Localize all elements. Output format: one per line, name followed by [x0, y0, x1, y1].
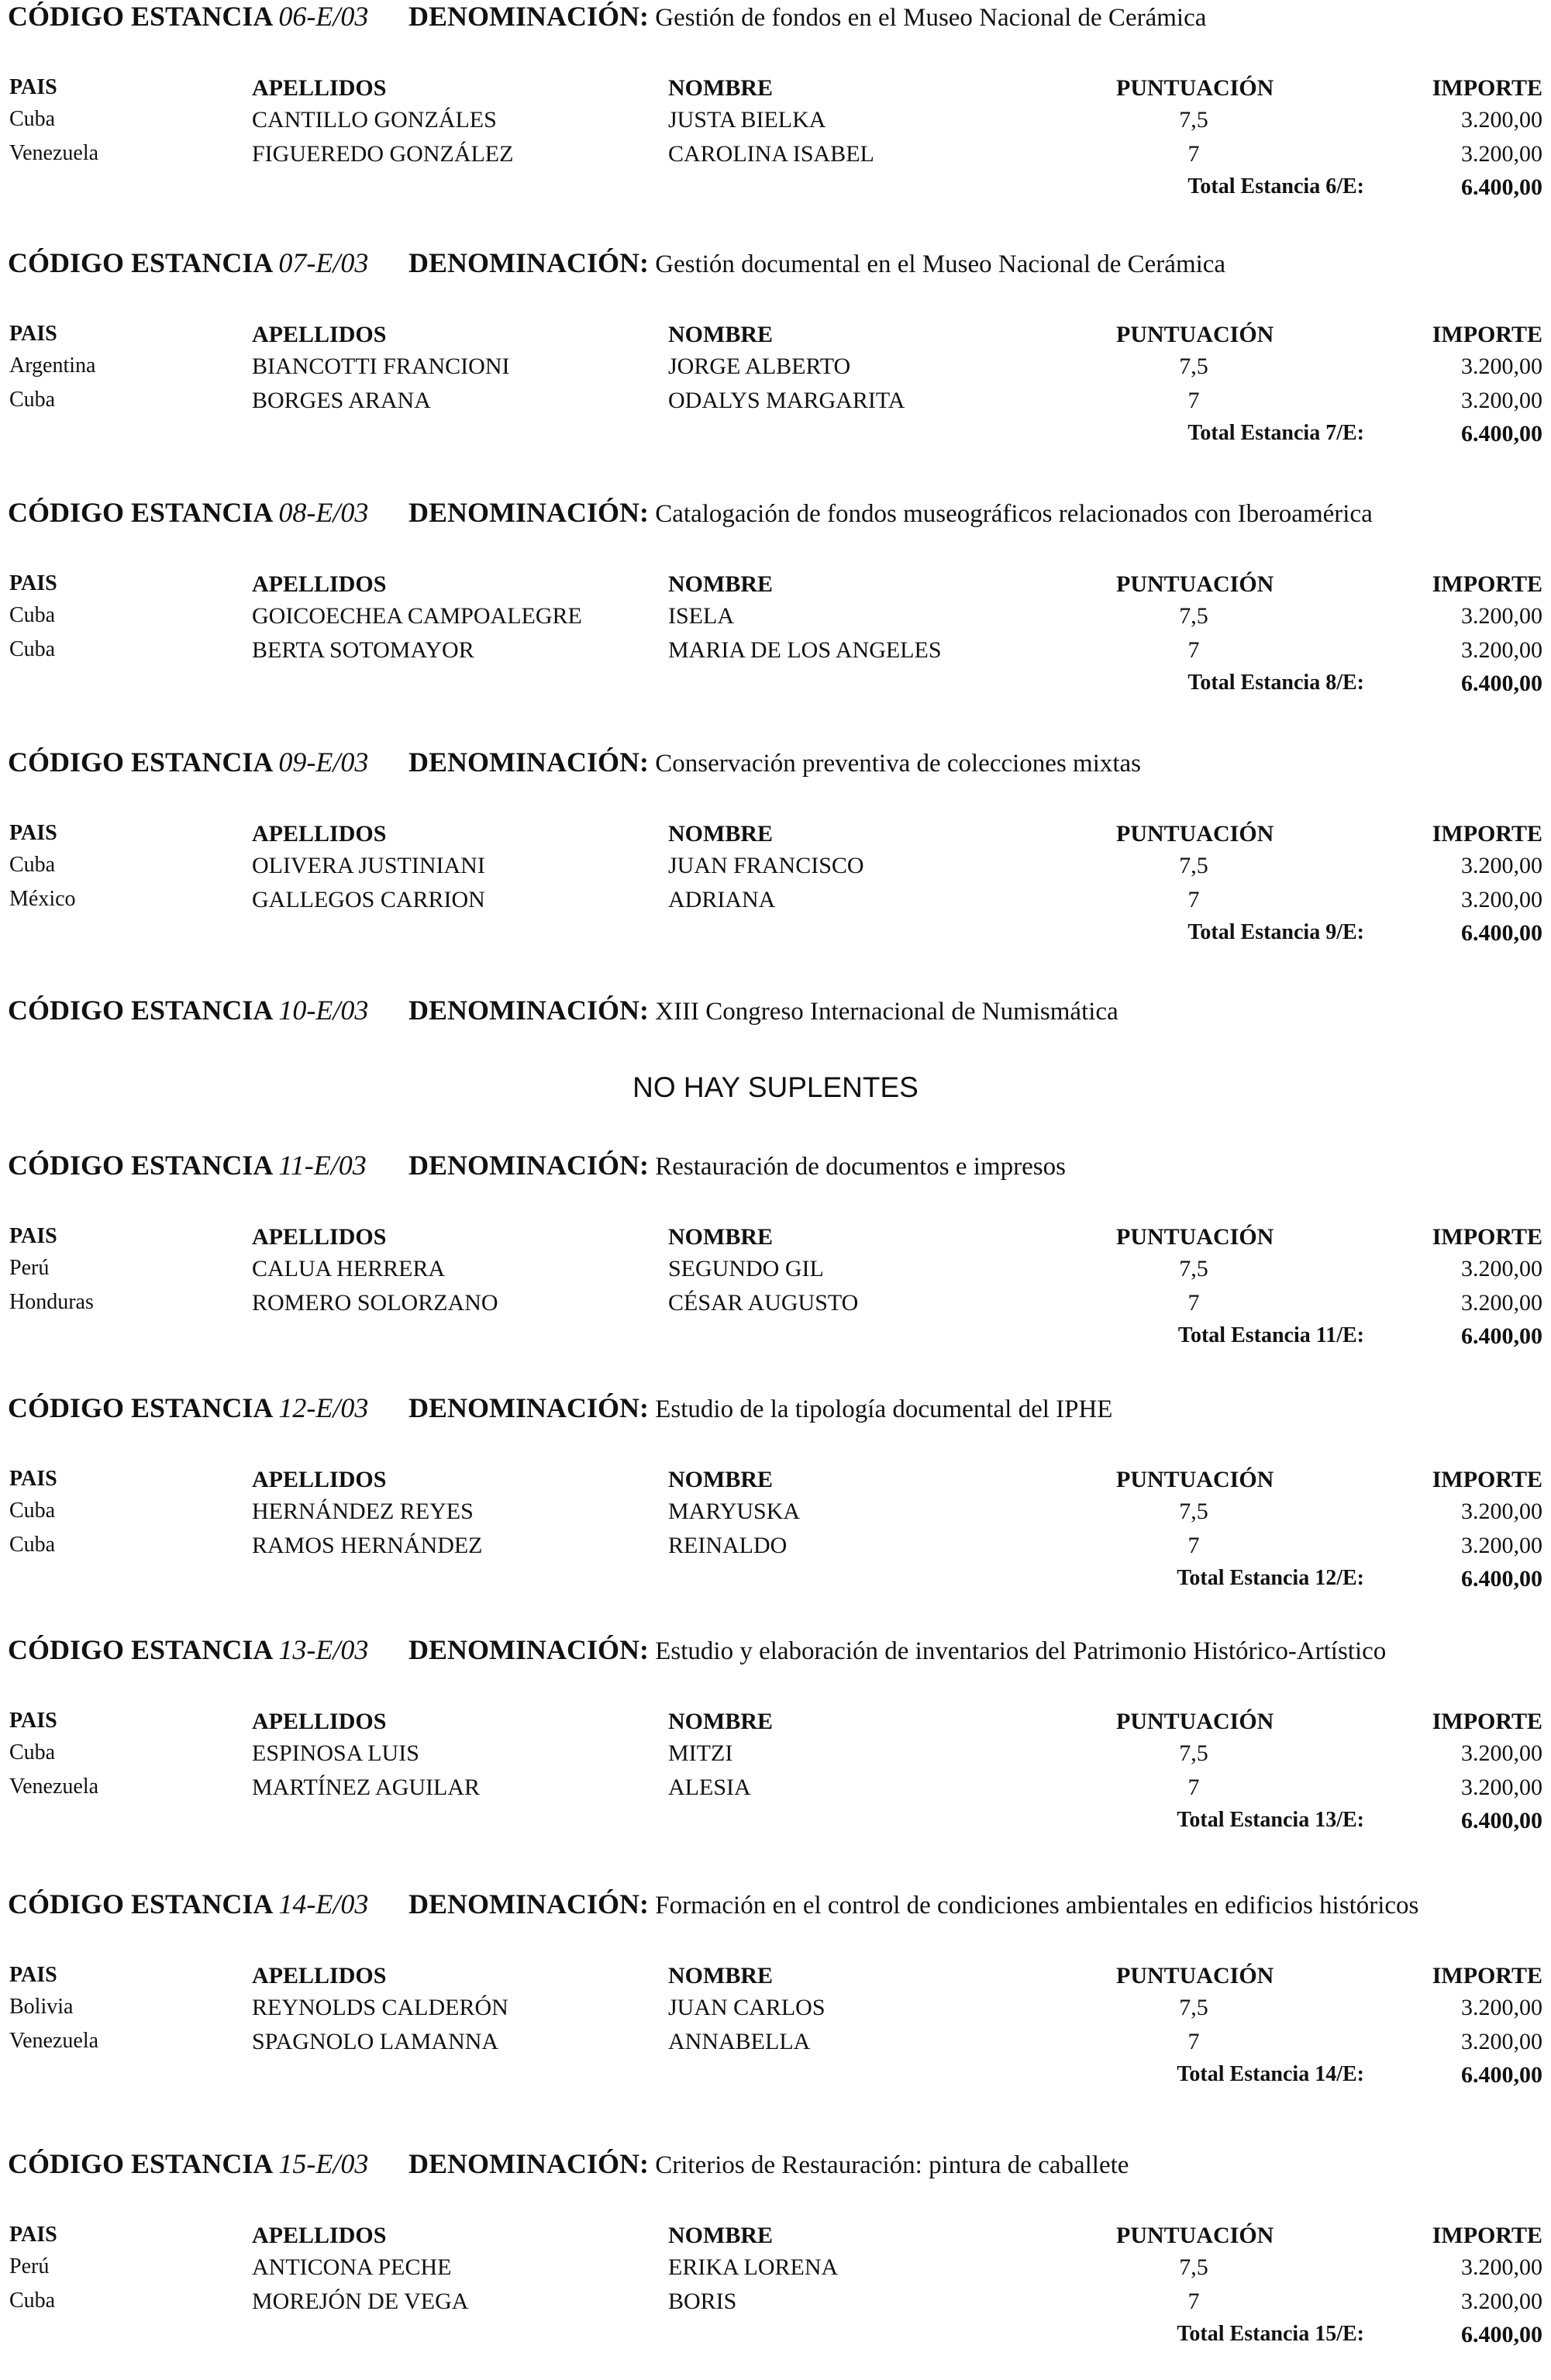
column-header-puntuacion: PUNTUACIÓN: [1116, 1963, 1274, 1989]
estancia-code-label: CÓDIGO ESTANCIA: [8, 995, 272, 1026]
cell-nombre: JUAN FRANCISCO: [668, 853, 864, 878]
cell-nombre: ISELA: [668, 603, 734, 629]
cell-importe: 3.200,00: [1461, 2289, 1542, 2314]
cell-apellidos: OLIVERA JUSTINIANI: [252, 853, 485, 878]
cell-apellidos: BIANCOTTI FRANCIONI: [252, 354, 510, 379]
column-header-apellidos: APELLIDOS: [252, 571, 387, 597]
cell-puntuacion: 7,5: [1179, 107, 1208, 133]
cell-nombre: SEGUNDO GIL: [668, 1256, 824, 1281]
column-header-apellidos: APELLIDOS: [252, 75, 387, 101]
column-header-pais: PAIS: [9, 322, 57, 346]
column-header-importe: IMPORTE: [1432, 1709, 1542, 1734]
estancia-code: 14-E/03: [278, 1888, 369, 1920]
column-header-pais: PAIS: [9, 1467, 57, 1491]
estancia-code: 13-E/03: [278, 1634, 369, 1665]
cell-apellidos: RAMOS HERNÁNDEZ: [252, 1533, 483, 1558]
denominacion-text: Criterios de Restauración: pintura de caballete: [655, 2151, 1129, 2179]
estancia-block: [0, 0, 1551, 233]
estancia-code: 15-E/03: [278, 2148, 369, 2179]
cell-pais: Cuba: [9, 2289, 56, 2313]
cell-nombre: CÉSAR AUGUSTO: [668, 1290, 859, 1316]
column-header-nombre: NOMBRE: [668, 1963, 773, 1989]
cell-puntuacion: 7: [1187, 2289, 1200, 2314]
cell-importe: 3.200,00: [1461, 1256, 1542, 1281]
cell-importe: 3.200,00: [1461, 2029, 1542, 2054]
column-header-apellidos: APELLIDOS: [252, 821, 387, 847]
denominacion-label: DENOMINACIÓN:: [408, 2148, 649, 2179]
estancia-code-label: CÓDIGO ESTANCIA: [8, 1392, 272, 1423]
column-header-nombre: NOMBRE: [668, 2223, 773, 2248]
estancia-block: [0, 2147, 1551, 2380]
estancia-code: 11-E/03: [278, 1150, 367, 1181]
cell-pais: Cuba: [9, 1740, 56, 1764]
column-header-importe: IMPORTE: [1432, 1224, 1542, 1250]
column-header-nombre: NOMBRE: [668, 1467, 773, 1492]
denominacion-label: DENOMINACIÓN:: [408, 1150, 649, 1181]
denominacion-text: Estudio y elaboración de inventarios del Patrimonio Histórico-Artístico: [655, 1637, 1387, 1665]
total-label: Total Estancia 13/E:: [1177, 1808, 1364, 1832]
cell-importe: 3.200,00: [1461, 1499, 1542, 1524]
total-label: Total Estancia 15/E:: [1177, 2322, 1364, 2346]
column-header-apellidos: APELLIDOS: [252, 322, 387, 347]
estancia-code-header: [8, 1633, 368, 1666]
estancia-denominacion-header: [408, 1392, 1112, 1424]
estancia-code-header: [8, 1888, 368, 1920]
estancia-denominacion-header: [408, 994, 1118, 1026]
estancia-block: [0, 247, 1551, 479]
cell-apellidos: HERNÁNDEZ REYES: [252, 1499, 474, 1524]
cell-pais: Cuba: [9, 1499, 56, 1523]
cell-pais: Perú: [9, 2254, 50, 2278]
column-header-pais: PAIS: [9, 571, 57, 595]
cell-nombre: ANNABELLA: [668, 2029, 811, 2054]
total-value: 6.400,00: [1461, 1808, 1542, 1833]
cell-apellidos: ANTICONA PECHE: [252, 2254, 452, 2280]
column-header-importe: IMPORTE: [1432, 571, 1542, 597]
cell-nombre: ADRIANA: [668, 887, 776, 912]
total-label: Total Estancia 7/E:: [1187, 421, 1364, 445]
cell-puntuacion: 7: [1187, 637, 1200, 663]
estancia-code-header: [8, 496, 368, 529]
cell-pais: Cuba: [9, 637, 56, 661]
cell-nombre: BORIS: [668, 2289, 737, 2314]
estancia-denominacion-header: [408, 1633, 1386, 1666]
estancia-code-header: [8, 1149, 367, 1181]
estancia-code-header: [8, 2147, 368, 2180]
cell-apellidos: BORGES ARANA: [252, 388, 431, 413]
estancia-code-header: [8, 0, 368, 33]
cell-importe: 3.200,00: [1461, 1533, 1542, 1558]
estancia-code: 10-E/03: [278, 995, 369, 1026]
cell-apellidos: MOREJÓN DE VEGA: [252, 2289, 469, 2314]
cell-puntuacion: 7,5: [1179, 1499, 1208, 1524]
total-value: 6.400,00: [1461, 174, 1542, 200]
cell-puntuacion: 7,5: [1179, 1995, 1208, 2020]
column-header-pais: PAIS: [9, 1224, 57, 1248]
cell-importe: 3.200,00: [1461, 388, 1542, 413]
estancia-code: 09-E/03: [278, 747, 369, 778]
cell-puntuacion: 7: [1187, 1290, 1200, 1316]
estancia-code-label: CÓDIGO ESTANCIA: [8, 1634, 272, 1665]
cell-apellidos: BERTA SOTOMAYOR: [252, 637, 474, 663]
cell-apellidos: GOICOECHEA CAMPOALEGRE: [252, 603, 582, 629]
column-header-puntuacion: PUNTUACIÓN: [1116, 571, 1274, 597]
cell-nombre: REINALDO: [668, 1533, 788, 1558]
total-value: 6.400,00: [1461, 2062, 1542, 2088]
total-value: 6.400,00: [1461, 1566, 1542, 1592]
denominacion-label: DENOMINACIÓN:: [408, 247, 649, 278]
denominacion-label: DENOMINACIÓN:: [408, 747, 649, 778]
estancia-code: 12-E/03: [278, 1392, 369, 1423]
column-header-puntuacion: PUNTUACIÓN: [1116, 75, 1274, 101]
column-header-puntuacion: PUNTUACIÓN: [1116, 2223, 1274, 2248]
cell-nombre: CAROLINA ISABEL: [668, 141, 874, 167]
cell-pais: Venezuela: [9, 1775, 99, 1799]
cell-pais: Venezuela: [9, 141, 99, 165]
cell-importe: 3.200,00: [1461, 107, 1542, 133]
cell-pais: México: [9, 887, 76, 911]
cell-puntuacion: 7,5: [1179, 354, 1208, 379]
estancia-block: [0, 1633, 1551, 1866]
cell-puntuacion: 7,5: [1179, 603, 1208, 629]
estancia-denominacion-header: [408, 247, 1225, 279]
estancia-code-header: [8, 746, 368, 778]
denominacion-label: DENOMINACIÓN:: [408, 1, 649, 32]
column-header-apellidos: APELLIDOS: [252, 1467, 387, 1492]
column-header-apellidos: APELLIDOS: [252, 1709, 387, 1734]
cell-importe: 3.200,00: [1461, 603, 1542, 629]
total-label: Total Estancia 9/E:: [1187, 920, 1364, 944]
column-header-pais: PAIS: [9, 1963, 57, 1987]
cell-nombre: JUAN CARLOS: [668, 1995, 825, 2020]
column-header-importe: IMPORTE: [1432, 322, 1542, 347]
estancia-denominacion-header: [408, 0, 1206, 33]
estancia-block: [0, 1888, 1551, 2120]
no-suplentes-note: NO HAY SUPLENTES: [632, 1071, 919, 1103]
cell-nombre: MARIA DE LOS ANGELES: [668, 637, 942, 663]
cell-nombre: JORGE ALBERTO: [668, 354, 851, 379]
cell-apellidos: CALUA HERRERA: [252, 1256, 446, 1281]
denominacion-text: Estudio de la tipología documental del IPHE: [655, 1395, 1113, 1423]
estancia-block: [0, 496, 1551, 729]
cell-puntuacion: 7,5: [1179, 1740, 1208, 1766]
denominacion-text: XIII Congreso Internacional de Numismática: [655, 998, 1118, 1026]
cell-importe: 3.200,00: [1461, 141, 1542, 167]
cell-importe: 3.200,00: [1461, 637, 1542, 663]
column-header-nombre: NOMBRE: [668, 571, 773, 597]
cell-puntuacion: 7,5: [1179, 853, 1208, 878]
cell-puntuacion: 7,5: [1179, 1256, 1208, 1281]
cell-pais: Cuba: [9, 853, 56, 877]
estancia-denominacion-header: [408, 496, 1373, 529]
denominacion-label: DENOMINACIÓN:: [408, 1392, 649, 1423]
cell-puntuacion: 7,5: [1179, 2254, 1208, 2280]
column-header-puntuacion: PUNTUACIÓN: [1116, 821, 1274, 847]
cell-pais: Honduras: [9, 1290, 94, 1314]
column-header-nombre: NOMBRE: [668, 322, 773, 347]
cell-apellidos: GALLEGOS CARRION: [252, 887, 485, 912]
column-header-apellidos: APELLIDOS: [252, 1963, 387, 1989]
cell-puntuacion: 7: [1187, 887, 1200, 912]
cell-puntuacion: 7: [1187, 141, 1200, 167]
column-header-puntuacion: PUNTUACIÓN: [1116, 1467, 1274, 1492]
column-header-puntuacion: PUNTUACIÓN: [1116, 1224, 1274, 1250]
estancia-code: 08-E/03: [278, 497, 369, 528]
cell-pais: Venezuela: [9, 2029, 99, 2053]
cell-nombre: JUSTA BIELKA: [668, 107, 826, 133]
cell-apellidos: FIGUEREDO GONZÁLEZ: [252, 141, 514, 167]
cell-pais: Bolivia: [9, 1995, 74, 2019]
cell-apellidos: CANTILLO GONZÁLES: [252, 107, 497, 133]
column-header-nombre: NOMBRE: [668, 1224, 773, 1250]
denominacion-label: DENOMINACIÓN:: [408, 1634, 649, 1665]
column-header-importe: IMPORTE: [1432, 75, 1542, 101]
column-header-pais: PAIS: [9, 2223, 57, 2247]
estancia-code-header: [8, 1392, 368, 1424]
estancia-block: [0, 1392, 1551, 1624]
estancia-denominacion-header: [408, 2147, 1129, 2180]
denominacion-label: DENOMINACIÓN:: [408, 995, 649, 1026]
cell-puntuacion: 7: [1187, 388, 1200, 413]
estancia-denominacion-header: [408, 1149, 1066, 1181]
cell-importe: 3.200,00: [1461, 1290, 1542, 1316]
column-header-importe: IMPORTE: [1432, 1467, 1542, 1492]
estancia-code-label: CÓDIGO ESTANCIA: [8, 497, 272, 528]
cell-importe: 3.200,00: [1461, 2254, 1542, 2280]
estancia-code-header: [8, 247, 368, 279]
cell-importe: 3.200,00: [1461, 1995, 1542, 2020]
cell-nombre: ODALYS MARGARITA: [668, 388, 905, 413]
total-value: 6.400,00: [1461, 920, 1542, 946]
estancia-code-header: [8, 994, 368, 1026]
column-header-nombre: NOMBRE: [668, 821, 773, 847]
cell-importe: 3.200,00: [1461, 354, 1542, 379]
column-header-importe: IMPORTE: [1432, 821, 1542, 847]
denominacion-text: Gestión documental en el Museo Nacional de Cerámica: [655, 250, 1226, 278]
total-value: 6.400,00: [1461, 421, 1542, 447]
cell-nombre: ERIKA LORENA: [668, 2254, 839, 2280]
column-header-pais: PAIS: [9, 1709, 57, 1733]
estancia-denominacion-header: [408, 746, 1141, 778]
total-value: 6.400,00: [1461, 671, 1542, 696]
total-value: 6.400,00: [1461, 1323, 1542, 1349]
cell-puntuacion: 7: [1187, 1533, 1200, 1558]
total-label: Total Estancia 6/E:: [1187, 174, 1364, 198]
cell-apellidos: SPAGNOLO LAMANNA: [252, 2029, 499, 2054]
cell-pais: Cuba: [9, 388, 56, 412]
estancia-code: 06-E/03: [278, 1, 369, 32]
total-value: 6.400,00: [1461, 2322, 1542, 2347]
denominacion-text: Formación en el control de condiciones ambientales en edificios históricos: [655, 1892, 1419, 1920]
column-header-nombre: NOMBRE: [668, 75, 773, 101]
cell-pais: Cuba: [9, 603, 56, 627]
cell-nombre: MARYUSKA: [668, 1499, 801, 1524]
total-label: Total Estancia 12/E:: [1177, 1566, 1364, 1590]
cell-pais: Cuba: [9, 107, 56, 131]
estancia-block: [0, 1149, 1551, 1381]
cell-importe: 3.200,00: [1461, 1775, 1542, 1800]
cell-apellidos: ESPINOSA LUIS: [252, 1740, 419, 1766]
estancia-code: 07-E/03: [278, 247, 369, 278]
cell-apellidos: MARTÍNEZ AGUILAR: [252, 1775, 481, 1800]
cell-puntuacion: 7: [1187, 2029, 1200, 2054]
total-label: Total Estancia 11/E:: [1177, 1323, 1364, 1347]
estancia-code-label: CÓDIGO ESTANCIA: [8, 247, 272, 278]
column-header-pais: PAIS: [9, 75, 57, 99]
estancia-code-label: CÓDIGO ESTANCIA: [8, 1888, 272, 1920]
column-header-apellidos: APELLIDOS: [252, 1224, 387, 1250]
total-label: Total Estancia 8/E:: [1187, 671, 1364, 695]
cell-pais: Argentina: [9, 354, 96, 378]
denominacion-label: DENOMINACIÓN:: [408, 497, 649, 528]
cell-apellidos: ROMERO SOLORZANO: [252, 1290, 498, 1316]
cell-importe: 3.200,00: [1461, 853, 1542, 878]
denominacion-text: Catalogación de fondos museográficos relacionados con Iberoamérica: [655, 500, 1373, 528]
column-header-importe: IMPORTE: [1432, 2223, 1542, 2248]
denominacion-label: DENOMINACIÓN:: [408, 1888, 649, 1920]
cell-nombre: MITZI: [668, 1740, 733, 1766]
total-label: Total Estancia 14/E:: [1177, 2062, 1364, 2086]
column-header-puntuacion: PUNTUACIÓN: [1116, 322, 1274, 347]
cell-nombre: ALESIA: [668, 1775, 751, 1800]
cell-puntuacion: 7: [1187, 1775, 1200, 1800]
estancia-block: [0, 746, 1551, 978]
cell-apellidos: REYNOLDS CALDERÓN: [252, 1995, 508, 2020]
cell-pais: Cuba: [9, 1533, 56, 1557]
cell-importe: 3.200,00: [1461, 887, 1542, 912]
denominacion-text: Restauración de documentos e impresos: [655, 1153, 1066, 1181]
estancia-denominacion-header: [408, 1888, 1418, 1920]
cell-importe: 3.200,00: [1461, 1740, 1542, 1766]
column-header-apellidos: APELLIDOS: [252, 2223, 387, 2248]
estancia-code-label: CÓDIGO ESTANCIA: [8, 747, 272, 778]
column-header-pais: PAIS: [9, 821, 57, 845]
cell-pais: Perú: [9, 1256, 50, 1280]
estancia-code-label: CÓDIGO ESTANCIA: [8, 2148, 272, 2179]
estancia-code-label: CÓDIGO ESTANCIA: [8, 1150, 272, 1181]
column-header-puntuacion: PUNTUACIÓN: [1116, 1709, 1274, 1734]
column-header-nombre: NOMBRE: [668, 1709, 773, 1734]
estancia-code-label: CÓDIGO ESTANCIA: [8, 1, 272, 32]
denominacion-text: Conservación preventiva de colecciones mixtas: [655, 750, 1142, 778]
denominacion-text: Gestión de fondos en el Museo Nacional de Cerámica: [655, 4, 1207, 32]
column-header-importe: IMPORTE: [1432, 1963, 1542, 1989]
